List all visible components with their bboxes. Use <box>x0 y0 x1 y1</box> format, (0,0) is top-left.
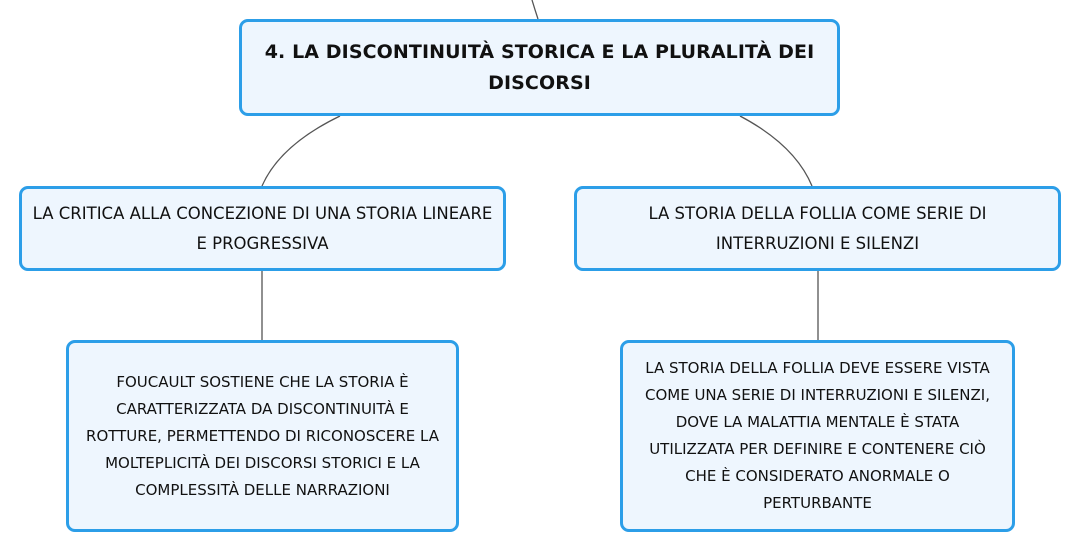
subtopic-node-critica[interactable] <box>19 186 506 271</box>
connector-central-to-right-topic <box>740 116 812 186</box>
subtopic-node-follia[interactable] <box>574 186 1061 271</box>
detail-label-follia: LA STORIA DELLA FOLLIA DEVE ESSERE VISTA COME UNA SERIE DI INTERRUZIONI E SILENZI, DOVE LA MALATTIA MENTALE È STATA UTILIZZATA PER DEFINIRE E CONTENERE CIÒ CHE È CONSIDERATO ANORMALE O PERTURBANTE <box>644 359 990 512</box>
connector-central-to-left-topic <box>262 116 340 186</box>
connector-parent-to-central <box>532 0 538 19</box>
detail-node-foucault[interactable] <box>66 340 459 532</box>
detail-node-follia[interactable] <box>620 340 1015 532</box>
subtopic-label-follia: LA STORIA DELLA FOLLIA COME SERIE DI INTERRUZIONI E SILENZI <box>648 203 987 253</box>
central-topic-label: 4. LA DISCONTINUITÀ STORICA E LA PLURALITÀ DEI DISCORSI <box>264 40 815 94</box>
central-topic-node[interactable] <box>239 19 840 116</box>
subtopic-label-critica: LA CRITICA ALLA CONCEZIONE DI UNA STORIA LINEARE E PROGRESSIVA <box>32 203 493 253</box>
detail-label-foucault: FOUCAULT SOSTIENE CHE LA STORIA È CARATTERIZZATA DA DISCONTINUITÀ E ROTTURE, PERMETTENDO DI RICONOSCERE LA MOLTEPLICITÀ DEI DISCORSI STORICI E LA COMPLESSITÀ DELLE NARRAZIONI <box>86 372 439 499</box>
